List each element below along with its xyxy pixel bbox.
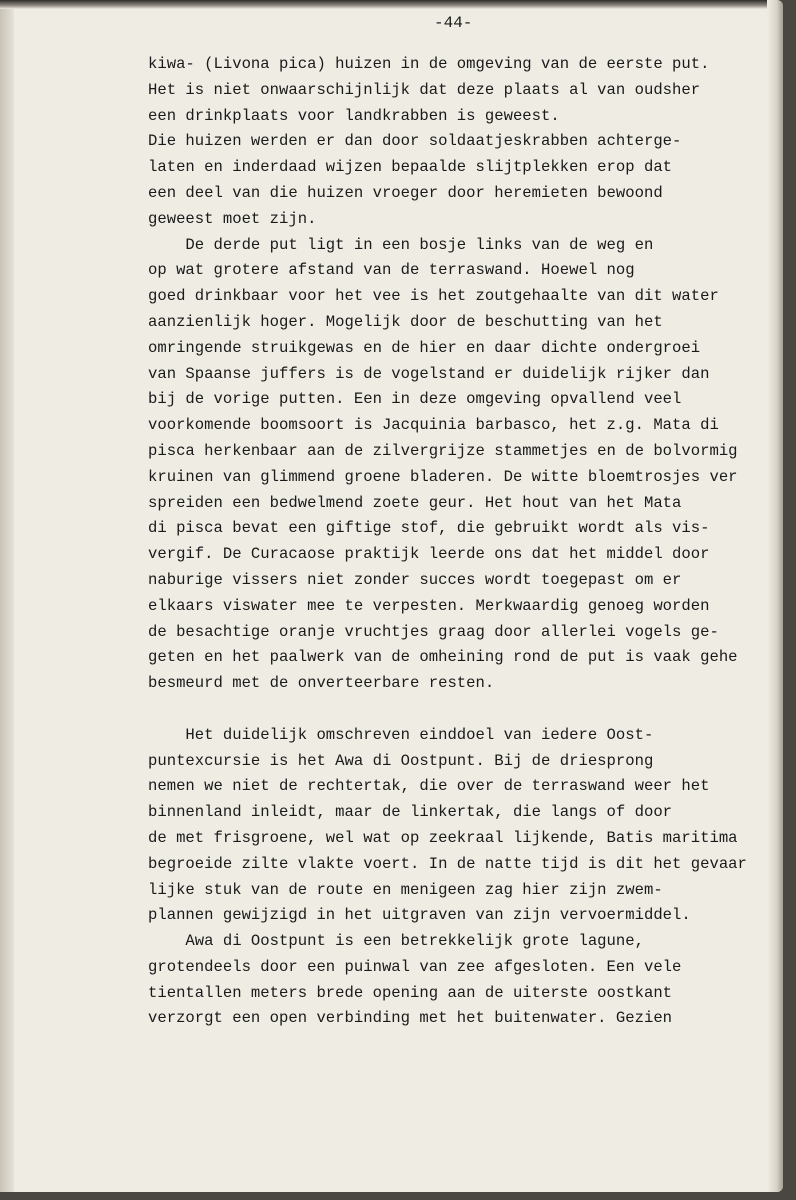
text-line: bij de vorige putten. Een in deze omgeving opvallend veel [148, 390, 682, 409]
text-line: naburige vissers niet zonder succes wordt toegepast om er [148, 570, 682, 589]
page-binding [0, 0, 14, 1192]
text-line: de met frisgroene, wel wat op zeekraal lijkende, Batis maritima [148, 828, 738, 847]
page-number: -44- [434, 14, 473, 32]
text-line: De derde put ligt in een bosje links van de weg en [148, 235, 654, 254]
text-line: Het is niet onwaarschijnlijk dat deze plaats al van oudsher [148, 80, 701, 99]
text-line: van Spaanse juffers is de vogelstand er duidelijk rijker dan [148, 364, 710, 383]
text-line: kruinen van glimmend groene bladeren. De witte bloemtrosjes ver [148, 467, 738, 486]
text-line: grotendeels door een puinwal van zee afgesloten. Een vele [148, 957, 682, 976]
text-line: omringende struikgewas en de hier en daar dichte ondergroei [148, 338, 701, 357]
text-line: tientallen meters brede opening aan de uiterste oostkant [148, 983, 673, 1002]
text-line: elkaars viswater mee te verpesten. Merkwaardig genoeg worden [148, 596, 710, 615]
text-line: pisca herkenbaar aan de zilvergrijze stammetjes en de bolvormig [148, 441, 738, 460]
text-line: een deel van die huizen vroeger door heremieten bewoond [148, 183, 663, 202]
text-line: begroeide zilte vlakte voert. In de natte tijd is dit het gevaar [148, 854, 747, 873]
text-line [148, 697, 747, 723]
text-line: vergif. De Curacaose praktijk leerde ons dat het middel door [148, 545, 710, 564]
text-line: een drinkplaats voor landkrabben is geweest. [148, 106, 560, 125]
text-line: goed drinkbaar voor het vee is het zoutgehaalte van dit water [148, 287, 719, 306]
text-line: op wat grotere afstand van de terraswand. Hoewel nog [148, 261, 635, 280]
text-line: voorkomende boomsoort is Jacquinia barbasco, het z.g. Mata di [148, 416, 719, 435]
text-line: Awa di Oostpunt is een betrekkelijk grote lagune, [148, 932, 644, 951]
body-text [148, 52, 747, 1032]
text-line: nemen we niet de rechtertak, die over de terraswand weer het [148, 777, 710, 796]
text-line: de besachtige oranje vruchtjes graag door allerlei vogels ge- [148, 622, 719, 641]
text-line: geten en het paalwerk van de omheining rond de put is vaak gehe [148, 648, 738, 667]
text-line: binnenland inleidt, maar de linkertak, die langs of door [148, 803, 673, 822]
text-line: spreiden een bedwelmend zoete geur. Het hout van het Mata [148, 493, 682, 512]
text-line: puntexcursie is het Awa di Oostpunt. Bij de driesprong [148, 751, 654, 770]
text-line: kiwa- (Livona pica) huizen in de omgeving van de eerste put. [148, 55, 710, 73]
text-line: laten en inderdaad wijzen bepaalde slijtplekken erop dat [148, 158, 673, 177]
text-line: geweest moet zijn. [148, 209, 317, 228]
text-line: Het duidelijk omschreven einddoel van iedere Oost- [148, 725, 654, 744]
text-line: di pisca bevat een giftige stof, die gebruikt wordt als vis- [148, 519, 710, 538]
text-line: verzorgt een open verbinding met het buitenwater. Gezien [148, 1009, 673, 1028]
text-line: besmeurd met de onverteerbare resten. [148, 674, 495, 693]
text-line: aanzienlijk hoger. Mogelijk door de beschutting van het [148, 312, 663, 331]
text-line: lijke stuk van de route en menigeen zag hier zijn zwem- [148, 880, 663, 899]
page-right-edge [767, 0, 783, 1192]
text-line: Die huizen werden er dan door soldaatjeskrabben achterge- [148, 132, 682, 151]
page-top-edge [0, 0, 783, 9]
text-line: plannen gewijzigd in het uitgraven van zijn vervoermiddel. [148, 906, 691, 925]
